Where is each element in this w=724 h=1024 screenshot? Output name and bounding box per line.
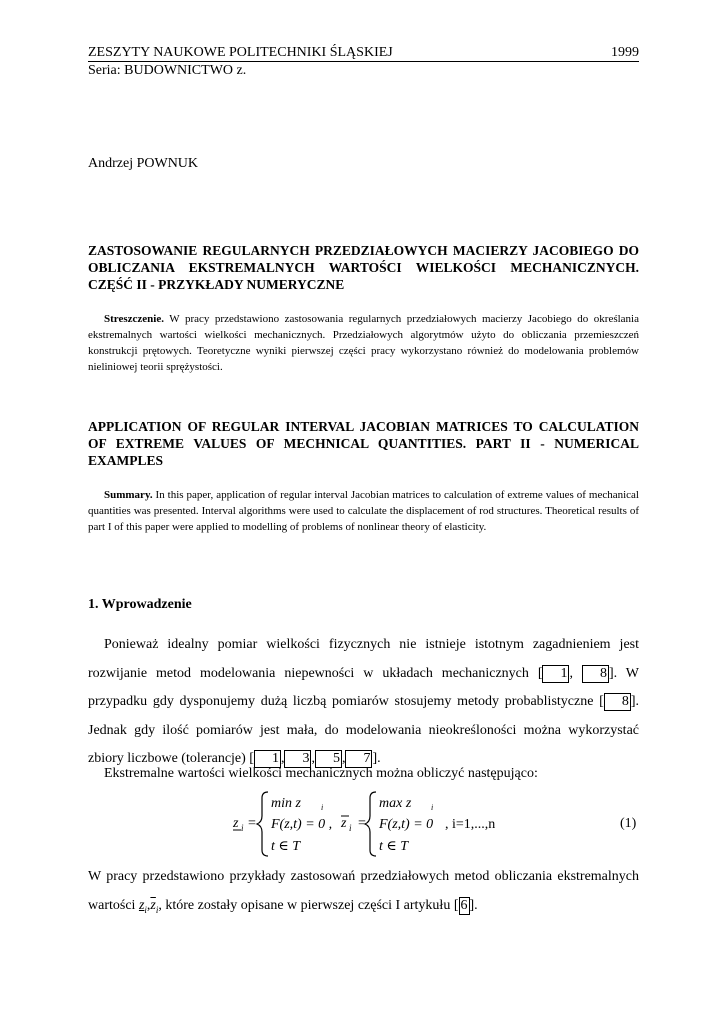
eq-index-range: , i=1,...,n xyxy=(445,817,496,832)
eq-lhs-min-sub: i xyxy=(241,823,244,833)
eq-left-min-row: min z xyxy=(271,796,301,811)
text-run: , xyxy=(341,751,346,766)
eq-lhs-max-sub: i xyxy=(349,823,352,833)
citation-link[interactable]: 8 xyxy=(582,665,609,683)
journal-name: ZESZYTY NAUKOWE POLITECHNIKI ŚLĄSKIEJ xyxy=(88,45,393,60)
text-run: , xyxy=(280,751,285,766)
inline-z-lower-sub: i xyxy=(144,904,147,915)
citation-link[interactable]: 8 xyxy=(604,693,631,711)
title-polish: ZASTOSOWANIE REGULARNYCH PRZEDZIAŁOWYCH MACIERZY JACOBIEGO DO OBLICZANIA EKSTREMALNYCH WARTOŚCI WIELKOŚCI MECHANICZNYCH. CZĘŚĆ II - PRZYKŁADY NUMERYCZNE xyxy=(88,243,639,292)
eq-lhs-max-z: z xyxy=(341,816,347,831)
citation-link[interactable]: 5 xyxy=(315,750,342,768)
text-run: ]. xyxy=(372,751,381,766)
text-run: Ponieważ idealny pomiar wielkości fizycznych nie istnieje istotnym zagadnieniem jest rozwijanie metod modelowania niepewności w układach mechanicznych [ xyxy=(88,637,639,681)
abstract-polish-text: W pracy przedstawiono zastosowania regularnych przedziałowych macierzy Jacobiego do określania ekstremalnych wartości wielkości mechanicznych. Przedziałowych algorytmów użyto do obliczania przemieszczeń konstrukcji prętowych. Teoretyczne wyniki pierwszej części pracy wykorzystano również do modelowania problemów nieliniowej teorii sprężystości. xyxy=(88,313,639,373)
text-run: , xyxy=(569,665,582,681)
citation-link[interactable]: 7 xyxy=(345,750,372,768)
inline-separator: , xyxy=(146,897,151,913)
journal-series: Seria: BUDOWNICTWO z. xyxy=(88,63,247,78)
equation-1 xyxy=(0,786,724,860)
journal-year: 1999 xyxy=(611,45,639,60)
abstract-english-lead: Summary. xyxy=(104,489,153,501)
eq-lhs-min-z: z xyxy=(233,816,239,831)
eq-left-F-row: F(z,t) = 0 , xyxy=(271,817,333,832)
eq-equals-right: = xyxy=(358,816,366,831)
eq-right-t-row: t ∈ T xyxy=(379,839,409,854)
eq-left-min-sub: i xyxy=(321,803,324,812)
citation-link[interactable]: 3 xyxy=(284,750,311,768)
text-run: ]. Jednak gdy ilość pomiarów jest mała, do modelowania nieokreśloności można wykorzystać zbiory liczbowe (tolerancje) [ xyxy=(88,694,639,766)
section-heading: 1. Wprowadzenie xyxy=(88,597,192,612)
paragraph-extremes: Ekstremalne wartości wielkości mechanicznych można obliczyć następująco: xyxy=(104,766,538,781)
eq-right-F-row: F(z,t) = 0 xyxy=(379,817,434,832)
text-run: , które zostały opisane w pierwszej części I artykułu [ xyxy=(158,897,459,913)
paragraph-intro xyxy=(88,631,639,774)
running-header xyxy=(88,44,639,79)
inline-z-upper-sub: i xyxy=(155,904,159,915)
eq-right-max-row: max z xyxy=(379,796,412,811)
text-run: ]. W przypadku gdy dysponujemy dużą liczbą pomiarów stosujemy metody probablistyczne [ xyxy=(88,665,640,709)
text-run: , xyxy=(311,751,315,766)
author-name: Andrzej POWNUK xyxy=(88,156,199,171)
paragraph-examples xyxy=(88,863,639,924)
abstract-polish xyxy=(88,311,639,375)
inline-z-lower: z xyxy=(138,897,145,913)
title-english: APPLICATION OF REGULAR INTERVAL JACOBIAN MATRICES TO CALCULATION OF EXTREME VALUES OF MECHNICAL QUANTITIES. PART II - NUMERICAL EXAMPLES xyxy=(88,419,639,468)
citation-link[interactable]: 6 xyxy=(460,897,468,913)
eq-left-t-row: t ∈ T xyxy=(271,839,301,854)
abstract-english xyxy=(88,487,639,535)
text-run: ]. xyxy=(469,897,478,913)
eq-right-brace xyxy=(365,792,376,856)
abstract-polish-lead: Streszczenie. xyxy=(104,313,164,325)
citation-link[interactable]: 1 xyxy=(542,665,569,683)
inline-z-upper: $\overline{z}$ xyxy=(150,897,156,913)
eq-equals-left: = xyxy=(248,816,256,831)
equation-number: (1) xyxy=(620,816,637,831)
abstract-english-text: In this paper, application of regular interval Jacobian matrices to calculation of extreme values of mechanical quantities was presented. Interval algorithms were used to calculate the displacement of rod structures. Theoretical results of part I of this paper were applied to modelling of problems of nonlinear theory of elasticity. xyxy=(88,489,639,533)
text-run: W pracy przedstawiono przykłady zastosowań przedziałowych metod obliczania ekstremalnych wartości xyxy=(88,869,639,913)
eq-left-brace xyxy=(257,792,268,856)
eq-right-max-sub: i xyxy=(431,803,434,812)
header-line xyxy=(88,44,639,62)
citation-link[interactable]: 1 xyxy=(254,750,281,768)
